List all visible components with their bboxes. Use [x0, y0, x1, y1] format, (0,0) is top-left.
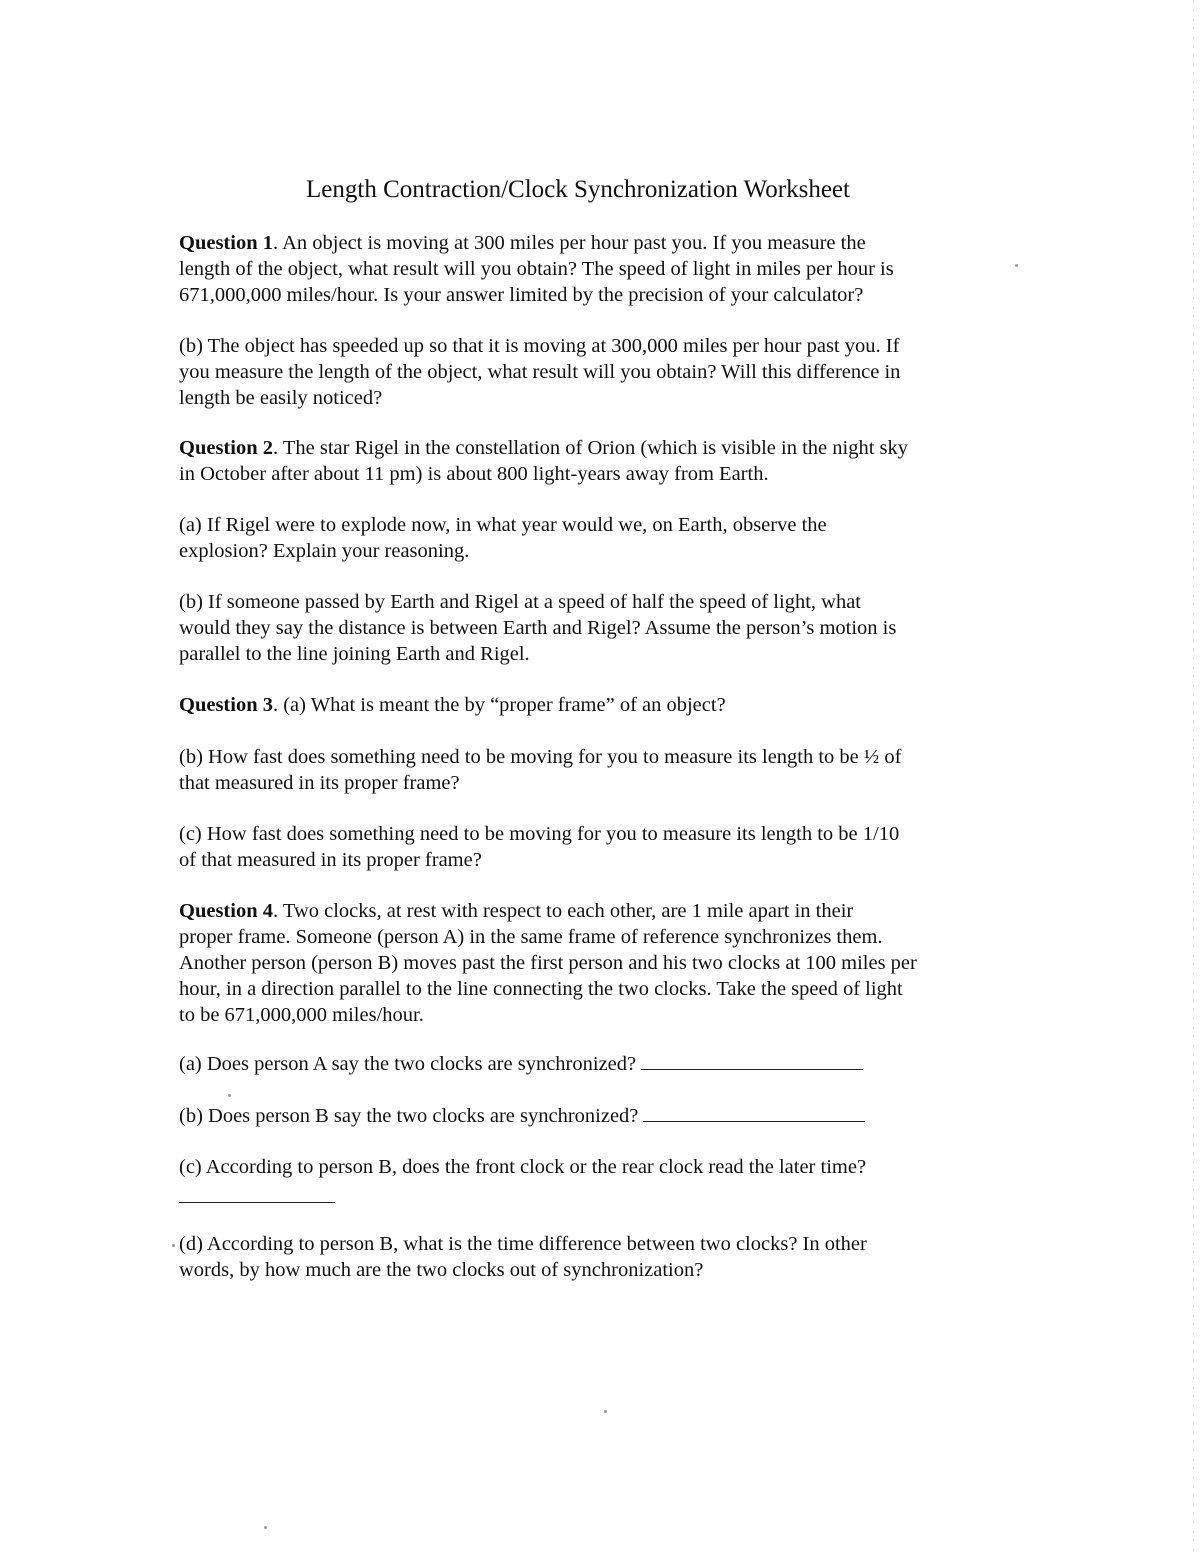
question-1 [179, 230, 989, 308]
question-1-label: Question 1 [179, 232, 273, 254]
question-4b-text: (b) Does person B say the two clocks are synchronized? [179, 1105, 639, 1127]
question-1-text-line-1: . An object is moving at 300 miles per hour past you. If you measure the [272, 232, 866, 254]
question-3c-line-2: of that measured in its proper frame? [179, 849, 482, 871]
question-2b-line-2: would they say the distance is between Earth and Rigel? Assume the person’s motion is [179, 617, 897, 639]
question-2-text-line-2: in October after about 11 pm) is about 800 light-years away from Earth. [179, 463, 769, 485]
question-3-text-line-1: . (a) What is meant the by “proper frame” of an object? [272, 694, 726, 716]
question-2-label: Question 2 [179, 437, 273, 459]
question-1b-line-2: you measure the length of the object, what result will you obtain? Will this difference in [179, 361, 901, 383]
question-4d-line-2: words, by how much are the two clocks out of synchronization? [179, 1259, 704, 1281]
question-4-text-line-5: to be 671,000,000 miles/hour. [179, 1004, 424, 1026]
question-2a-line-1: (a) If Rigel were to explode now, in what year would we, on Earth, observe the [179, 514, 827, 536]
question-1b-line-3: length be easily noticed? [179, 387, 383, 409]
question-4a [179, 1051, 989, 1077]
question-1b [179, 333, 989, 411]
question-3b [179, 744, 989, 796]
question-4-text-line-2: proper frame. Someone (person A) in the same frame of reference synchronizes them. [179, 926, 883, 948]
question-2-text-line-1: . The star Rigel in the constellation of Orion (which is visible in the night sky [272, 437, 909, 459]
question-4d [179, 1231, 989, 1283]
question-3c [179, 821, 989, 873]
question-4d-line-1: (d) According to person B, what is the time difference between two clocks? In other [179, 1233, 867, 1255]
question-4c [179, 1154, 989, 1180]
question-1-text-line-3: 671,000,000 miles/hour. Is your answer limited by the precision of your calculator? [179, 284, 864, 306]
scan-speck [172, 1244, 175, 1247]
question-3-label: Question 3 [179, 694, 273, 716]
question-3b-line-1: (b) How fast does something need to be moving for you to measure its length to be ½ of [179, 746, 902, 768]
question-4-text-line-3: Another person (person B) moves past the first person and his two clocks at 100 miles per [179, 952, 917, 974]
question-4c-text: (c) According to person B, does the front clock or the rear clock read the later time? [179, 1156, 867, 1178]
question-2b-line-1: (b) If someone passed by Earth and Rigel at a speed of half the speed of light, what [179, 591, 861, 613]
question-3c-line-1: (c) How fast does something need to be moving for you to measure its length to be 1/10 [179, 823, 900, 845]
scan-speck [604, 1410, 607, 1413]
question-4-text-line-4: hour, in a direction parallel to the line connecting the two clocks. Take the speed of light [179, 978, 903, 1000]
scan-speck [1015, 264, 1018, 267]
question-4-label: Question 4 [179, 900, 273, 922]
answer-blank-4b[interactable] [643, 1103, 865, 1122]
question-2b [179, 589, 989, 667]
question-4b [179, 1103, 989, 1129]
question-3b-line-2: that measured in its proper frame? [179, 772, 460, 794]
page-title: Length Contraction/Clock Synchronization Worksheet [306, 176, 850, 203]
scan-speck [264, 1526, 267, 1529]
question-1b-line-1: (b) The object has speeded up so that it is moving at 300,000 miles per hour past you. If [179, 335, 900, 357]
question-4a-text: (a) Does person A say the two clocks are synchronized? [179, 1053, 637, 1075]
scan-speck [228, 1094, 231, 1097]
question-3 [179, 692, 989, 718]
question-4 [179, 898, 989, 1028]
question-2a [179, 512, 989, 564]
scan-edge-artifact [1193, 0, 1194, 1553]
question-1-text-line-2: length of the object, what result will you obtain? The speed of light in miles per hour is [179, 258, 894, 280]
question-2a-line-2: explosion? Explain your reasoning. [179, 540, 470, 562]
answer-blank-4a[interactable] [641, 1051, 863, 1070]
question-4-text-line-1: . Two clocks, at rest with respect to each other, are 1 mile apart in their [272, 900, 854, 922]
answer-blank-4c[interactable] [179, 1202, 335, 1203]
question-2 [179, 435, 989, 487]
question-2b-line-3: parallel to the line joining Earth and Rigel. [179, 643, 530, 665]
